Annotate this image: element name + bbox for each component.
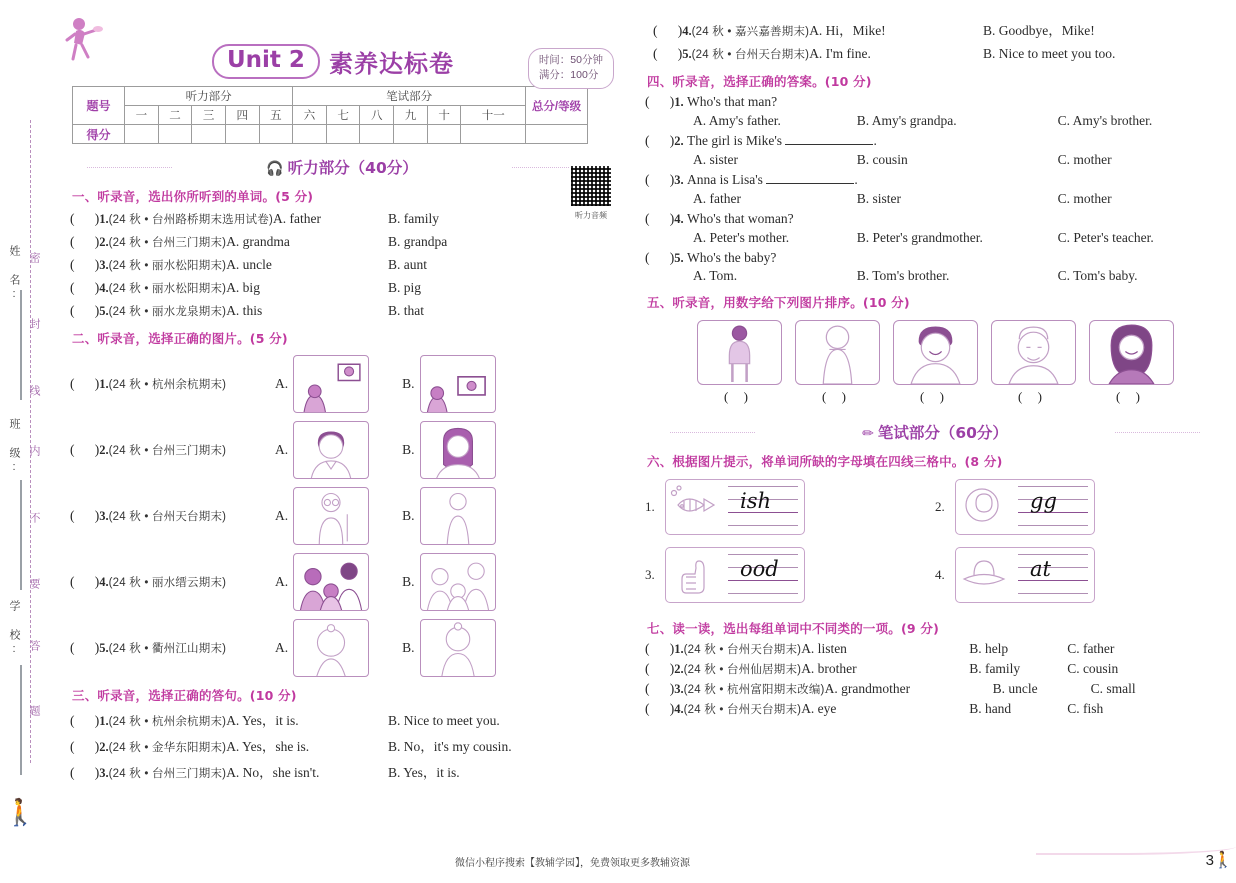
section-3-heading: 三、听录音，选择正确的答句。(10 分) xyxy=(72,688,297,703)
score-group-written: 笔试部分 xyxy=(293,87,526,106)
score-table xyxy=(72,86,588,144)
question-source: (24 秋 • 衢州江山期末) xyxy=(108,643,227,655)
option-b-picture[interactable] xyxy=(402,487,495,545)
score-total-cell[interactable] xyxy=(526,125,588,144)
table-row xyxy=(70,210,622,228)
table-row xyxy=(645,642,1225,657)
four-line-grid xyxy=(728,484,798,530)
option-c[interactable]: C. Peter's teacher. xyxy=(1057,229,1154,245)
score-group-listening: 听力部分 xyxy=(125,87,293,106)
option-c[interactable]: C. mother xyxy=(1057,190,1112,206)
question-source: (24 秋 • 台州路桥期末选用试卷) xyxy=(108,214,273,226)
four-line-card[interactable] xyxy=(955,479,1095,535)
score-cell[interactable] xyxy=(293,125,327,144)
answer-blank[interactable]: ( ) xyxy=(645,249,675,265)
question-stem: Who's the baby? xyxy=(687,249,777,265)
written-banner-label: 笔试部分（60分） xyxy=(877,424,1008,443)
option-a[interactable]: A. sister xyxy=(693,151,738,167)
table-row xyxy=(653,19,1225,40)
man-smiling-icon xyxy=(893,320,978,385)
option-a[interactable]: A. grandmother xyxy=(824,681,911,697)
word-card-item xyxy=(935,479,1225,535)
option-a[interactable]: A. Peter's mother. xyxy=(693,229,790,245)
question-number: 2. xyxy=(99,443,109,457)
listening-banner-label: 听力部分（40分） xyxy=(287,159,418,177)
table-row xyxy=(653,45,1225,63)
seal-segment xyxy=(20,480,22,590)
fill-blank[interactable] xyxy=(785,144,873,145)
fill-blank[interactable] xyxy=(766,183,854,184)
option-a[interactable]: A. Yes，she is. xyxy=(226,739,310,754)
section-5-heading: 五、听录音，用数字给下列图片排序。(10 分) xyxy=(647,295,910,311)
score-cell[interactable] xyxy=(259,125,293,144)
picture-choice-row xyxy=(70,487,622,545)
option-b[interactable]: B. uncle xyxy=(992,681,1038,697)
question-block xyxy=(645,212,1225,246)
grandpa-with-cane-icon xyxy=(293,487,369,545)
score-col-header: 七 xyxy=(326,106,360,125)
answer-blank[interactable]: ( ) xyxy=(70,303,100,318)
seal-sidebar xyxy=(0,0,56,883)
question-stem: Who's that woman? xyxy=(687,210,794,226)
item-number: 4. xyxy=(935,567,945,583)
section-7-list xyxy=(645,642,1225,716)
question-number: 1. xyxy=(99,377,109,391)
section-4-heading: 四、听录音，选择正确的答案。(10 分) xyxy=(647,74,872,89)
question-number: 4. xyxy=(674,701,684,716)
option-b[interactable]: B. Goodbye，Mike! xyxy=(983,23,1095,38)
order-picture-item xyxy=(893,320,978,405)
option-b[interactable]: B. family xyxy=(969,661,1021,677)
question-source: (24 秋 • 丽水松阳期末) xyxy=(108,260,227,272)
order-answer-blank[interactable]: ( ) xyxy=(724,389,754,405)
score-cell[interactable] xyxy=(394,125,428,144)
option-b[interactable]: B. pig xyxy=(388,280,422,295)
answer-blank[interactable]: ( ) xyxy=(645,641,675,657)
order-answer-blank[interactable]: ( ) xyxy=(1116,389,1146,405)
order-picture-item xyxy=(991,320,1076,405)
answer-blank[interactable]: ( ) xyxy=(70,280,100,295)
option-c[interactable]: C. Tom's baby. xyxy=(1057,268,1138,284)
answer-blank[interactable]: ( ) xyxy=(70,640,100,655)
question-source: (24 秋 • 台州天台期末) xyxy=(108,511,227,523)
order-answer-blank[interactable]: ( ) xyxy=(920,389,950,405)
time-score-box xyxy=(528,48,614,89)
option-a[interactable]: A. Yes，it is. xyxy=(226,713,299,728)
four-line-grid xyxy=(728,552,798,598)
score-col-header: 四 xyxy=(225,106,259,125)
word-card-item xyxy=(645,547,935,603)
score-col-header: 二 xyxy=(158,106,192,125)
answer-blank[interactable]: ( ) xyxy=(70,739,100,754)
option-b-picture[interactable] xyxy=(402,355,495,413)
table-row xyxy=(70,256,622,274)
option-a-picture[interactable] xyxy=(275,487,369,545)
section-1-list xyxy=(62,210,622,320)
order-picture-item xyxy=(1089,320,1174,405)
order-answer-blank[interactable]: ( ) xyxy=(822,389,852,405)
question-number: 4. xyxy=(99,575,109,589)
table-row xyxy=(645,662,1225,677)
four-line-card[interactable] xyxy=(665,479,805,535)
table-row xyxy=(70,735,622,756)
option-a[interactable]: A. uncle xyxy=(226,257,272,272)
mascot-runner-icon: 🚶 xyxy=(4,798,37,827)
written-banner xyxy=(645,421,1225,443)
option-a-picture[interactable] xyxy=(275,619,369,677)
order-picture-item xyxy=(697,320,782,405)
printed-letters: gg xyxy=(1030,489,1057,514)
question-number: 2. xyxy=(674,133,684,148)
question-number: 4. xyxy=(99,281,109,295)
answer-blank[interactable]: ( ) xyxy=(645,661,675,677)
score-row-label-number: 题号 xyxy=(73,87,125,125)
score-col-header: 五 xyxy=(259,106,293,125)
grandma-outline-icon xyxy=(795,320,880,385)
section-3-list-part1 xyxy=(62,709,622,782)
section-7-heading: 七、读一读，选出每组单词中不同类的一项。(9 分) xyxy=(647,621,939,637)
answer-blank[interactable]: ( ) xyxy=(645,681,675,697)
question-source: (24 秋 • 台州三门期末) xyxy=(108,445,227,457)
option-c[interactable]: C. fish xyxy=(1067,700,1104,716)
option-b[interactable]: B. family xyxy=(388,211,439,226)
option-letter: B. xyxy=(402,574,415,589)
option-b[interactable]: B. Tom's brother. xyxy=(856,268,950,284)
unit-label: Unit 2 xyxy=(212,44,320,78)
question-number: 5. xyxy=(99,304,109,318)
question-number: 5. xyxy=(682,47,692,61)
score-cell[interactable] xyxy=(326,125,360,144)
option-b[interactable]: B. Nice to meet you too. xyxy=(983,46,1116,61)
printed-letters: at xyxy=(1030,557,1051,582)
item-number: 2. xyxy=(935,499,945,515)
question-number: 3. xyxy=(674,172,684,187)
option-b[interactable]: B. Amy's grandpa. xyxy=(856,112,957,128)
answer-blank[interactable]: ( ) xyxy=(70,257,100,272)
order-answer-blank[interactable]: ( ) xyxy=(1018,389,1048,405)
section-2-list xyxy=(62,355,622,677)
question-source: (24 秋 • 台州三门期末) xyxy=(108,768,227,780)
fish-icon xyxy=(666,481,728,533)
option-b[interactable]: B. Nice to meet you. xyxy=(388,713,500,728)
option-b[interactable]: B. cousin xyxy=(856,151,908,167)
score-col-header: 九 xyxy=(394,106,428,125)
printed-letters: ood xyxy=(740,557,779,582)
score-cell[interactable] xyxy=(125,125,159,144)
question-number: 1. xyxy=(99,212,109,226)
section-2-heading: 二、听录音，选择正确的图片。(5 分) xyxy=(72,331,288,346)
score-cell[interactable] xyxy=(427,125,461,144)
option-b[interactable]: B. hand xyxy=(969,700,1012,716)
question-number: 2. xyxy=(99,740,109,754)
answer-blank[interactable]: ( ) xyxy=(70,376,100,391)
mascot-girl-icon xyxy=(62,14,114,68)
seal-word: 内 xyxy=(28,445,40,457)
family-three-outline-icon xyxy=(420,553,496,611)
exam-duration: 时间：50分钟 xyxy=(538,54,603,66)
option-b[interactable]: B. aunt xyxy=(388,257,427,272)
question-number: 4. xyxy=(674,211,684,226)
option-letter: A. xyxy=(275,442,289,457)
answer-blank[interactable]: ( ) xyxy=(70,713,100,728)
question-source: (24 秋 • 杭州余杭期末) xyxy=(108,716,227,728)
answer-blank[interactable]: ( ) xyxy=(645,210,675,226)
baby-girl-icon xyxy=(293,619,369,677)
option-b[interactable]: B. that xyxy=(388,303,424,318)
option-a-picture[interactable] xyxy=(275,421,369,479)
question-block xyxy=(645,251,1225,285)
option-b[interactable]: B. sister xyxy=(856,190,901,206)
score-col-header: 八 xyxy=(360,106,394,125)
question-number: 5. xyxy=(99,641,109,655)
answer-blank[interactable]: ( ) xyxy=(70,442,100,457)
table-row xyxy=(645,702,1225,717)
question-stem: Who's that man? xyxy=(687,94,778,109)
score-col-header: 十一 xyxy=(461,106,526,125)
option-a-picture[interactable] xyxy=(275,355,369,413)
headphones-icon: 🎧 xyxy=(266,161,284,177)
option-letter: A. xyxy=(275,640,289,655)
option-a-picture[interactable] xyxy=(275,553,369,611)
answer-blank[interactable]: ( ) xyxy=(645,94,675,109)
option-b-picture[interactable] xyxy=(402,421,495,479)
paper-title-cn: 素养达标卷 xyxy=(328,50,454,78)
question-source: (24 秋 • 金华东阳期末) xyxy=(108,742,227,754)
mascot-footer-icon: 🚶 xyxy=(1213,852,1233,869)
woman-standing-icon xyxy=(420,487,496,545)
seal-field-school: 学 校: xyxy=(8,600,20,658)
seal-field-name: 姓 名: xyxy=(8,245,20,303)
table-row xyxy=(645,682,1225,697)
score-total-header: 总分/等级 xyxy=(526,87,588,125)
option-letter: A. xyxy=(275,376,289,391)
option-letter: B. xyxy=(402,376,415,391)
question-number: 4. xyxy=(682,24,692,38)
four-line-grid xyxy=(1018,484,1088,530)
section-3-list-part2 xyxy=(645,19,1225,63)
option-b[interactable]: B. Yes，it is. xyxy=(388,765,460,780)
section-6-heading: 六、根据图片提示，将单词所缺的字母填在四线三格中。(8 分) xyxy=(647,454,1003,470)
left-column xyxy=(62,14,622,782)
option-a[interactable]: A. listen xyxy=(801,641,847,657)
score-col-header: 十 xyxy=(427,106,461,125)
question-source: (24 秋 • 台州三门期末) xyxy=(108,237,227,249)
section-6-grid xyxy=(645,479,1225,615)
option-letter: B. xyxy=(402,640,415,655)
option-c[interactable]: C. small xyxy=(1090,681,1136,697)
paper-title xyxy=(212,44,454,79)
listening-banner xyxy=(62,156,622,178)
option-b-picture[interactable] xyxy=(402,619,495,677)
question-source: (24 秋 • 台州天台期末) xyxy=(691,49,810,61)
question-number: 1. xyxy=(99,714,109,728)
question-source: (24 秋 • 台州天台期末) xyxy=(683,644,802,657)
question-stem: Anna is Lisa's . xyxy=(687,171,858,187)
question-source: (24 秋 • 嘉兴嘉善期末) xyxy=(691,26,810,38)
answer-blank[interactable]: ( ) xyxy=(645,700,675,716)
option-letter: A. xyxy=(275,574,289,589)
family-three-color-icon xyxy=(293,553,369,611)
qr-code-icon[interactable] xyxy=(569,164,613,208)
boy-looking-at-photo-high-icon xyxy=(293,355,369,413)
table-row xyxy=(70,761,622,782)
seal-word: 不 xyxy=(28,512,40,524)
score-col-header: 六 xyxy=(293,106,327,125)
question-source: (24 秋 • 杭州富阳期末改编) xyxy=(683,684,825,697)
question-source: (24 秋 • 杭州余杭期末) xyxy=(108,379,227,391)
score-cell[interactable] xyxy=(360,125,394,144)
seal-word: 题 xyxy=(28,705,40,717)
score-cell[interactable] xyxy=(461,125,526,144)
option-b[interactable]: B. No，it's my cousin. xyxy=(388,739,512,754)
woman-long-hair-icon xyxy=(420,421,496,479)
picture-choice-row xyxy=(70,619,622,677)
answer-blank[interactable]: ( ) xyxy=(653,46,683,61)
section-4-list xyxy=(645,95,1225,284)
answer-blank[interactable]: ( ) xyxy=(645,132,675,148)
option-b[interactable]: B. help xyxy=(969,641,1009,657)
item-number: 3. xyxy=(645,567,655,583)
answer-blank[interactable]: ( ) xyxy=(70,508,100,523)
option-a[interactable]: A. No，she isn't. xyxy=(226,765,320,780)
option-a[interactable]: A. Hi，Mike! xyxy=(809,23,886,38)
option-a[interactable]: A. father xyxy=(693,190,741,206)
page-number: 3 xyxy=(1205,852,1214,869)
hat-icon xyxy=(956,549,1018,601)
score-row-label-points: 得分 xyxy=(73,125,125,144)
seal-segment xyxy=(20,290,22,400)
question-stem: The girl is Mike's . xyxy=(687,132,877,148)
question-number: 2. xyxy=(674,662,684,677)
qr-caption: 听力音频 xyxy=(575,211,607,220)
question-number: 3. xyxy=(99,509,109,523)
option-c[interactable]: C. father xyxy=(1067,641,1115,657)
seal-word: 封 xyxy=(28,318,40,330)
answer-blank[interactable]: ( ) xyxy=(70,765,100,780)
boy-standing-icon xyxy=(697,320,782,385)
question-number: 1. xyxy=(674,95,684,109)
option-letter: B. xyxy=(402,508,415,523)
question-source: (24 秋 • 丽水松阳期末) xyxy=(108,283,227,295)
word-card-item xyxy=(645,479,935,535)
picture-choice-row xyxy=(70,553,622,611)
score-col-header: 三 xyxy=(192,106,226,125)
four-line-card[interactable] xyxy=(665,547,805,603)
seal-field-class: 班 级: xyxy=(8,418,20,476)
table-row xyxy=(70,709,622,730)
seal-word: 线 xyxy=(28,385,40,397)
option-a[interactable]: A. this xyxy=(226,303,263,318)
question-block xyxy=(645,95,1225,129)
audio-qr-block[interactable] xyxy=(566,164,616,221)
option-a[interactable]: A. I'm fine. xyxy=(809,46,871,61)
seal-segment xyxy=(20,665,22,775)
option-a[interactable]: A. grandma xyxy=(226,234,290,249)
picture-choice-row xyxy=(70,421,622,479)
woman-curly-hair-icon xyxy=(1089,320,1174,385)
table-row xyxy=(70,279,622,297)
section-5-picture-row xyxy=(645,320,1225,405)
option-b[interactable]: B. Peter's grandmother. xyxy=(856,229,983,245)
boy-looking-at-photo-low-icon xyxy=(420,355,496,413)
section-1-heading: 一、听录音，选出你所听到的单词。(5 分) xyxy=(72,189,314,204)
answer-blank[interactable]: ( ) xyxy=(70,211,100,226)
question-block xyxy=(645,173,1225,207)
option-c[interactable]: C. cousin xyxy=(1067,661,1119,677)
paper-header xyxy=(62,14,622,82)
question-source: (24 秋 • 丽水缙云期末) xyxy=(108,577,227,589)
seal-word: 答 xyxy=(28,640,40,652)
thumbs-up-icon xyxy=(666,549,728,601)
word-card-item xyxy=(935,547,1225,603)
question-number: 5. xyxy=(674,250,684,265)
option-a[interactable]: A. father xyxy=(273,211,321,226)
seal-word: 密 xyxy=(28,252,40,264)
exam-full-marks: 满分：100分 xyxy=(538,69,599,82)
right-column xyxy=(645,14,1225,717)
option-letter: B. xyxy=(402,442,415,457)
question-number: 3. xyxy=(674,682,684,697)
option-a[interactable]: A. Tom. xyxy=(693,268,738,284)
score-cell[interactable] xyxy=(192,125,226,144)
answer-blank[interactable]: ( ) xyxy=(645,171,675,187)
item-number: 1. xyxy=(645,499,655,515)
answer-blank[interactable]: ( ) xyxy=(653,23,683,38)
seal-dashed-line xyxy=(30,120,31,763)
question-source: (24 秋 • 台州仙居期末) xyxy=(683,664,802,677)
order-picture-item xyxy=(795,320,880,405)
grandpa-face-icon xyxy=(991,320,1076,385)
table-row xyxy=(70,233,622,251)
option-a[interactable]: A. big xyxy=(226,280,260,295)
answer-blank[interactable]: ( ) xyxy=(70,234,100,249)
option-a[interactable]: A. eye xyxy=(801,700,837,716)
four-line-card[interactable] xyxy=(955,547,1095,603)
baby-sitting-icon xyxy=(420,619,496,677)
pencil-icon: ✏ xyxy=(862,426,874,443)
option-c[interactable]: C. mother xyxy=(1057,151,1112,167)
egg-icon xyxy=(956,481,1018,533)
option-a[interactable]: A. Amy's father. xyxy=(693,112,781,128)
footer-note: 微信小程序搜索【教辅学园】，免费领取更多教辅资源 xyxy=(455,858,690,869)
score-col-header: 一 xyxy=(125,106,159,125)
question-number: 1. xyxy=(674,642,684,657)
man-short-hair-icon xyxy=(293,421,369,479)
question-number: 2. xyxy=(99,235,109,249)
table-row xyxy=(70,302,622,320)
option-b[interactable]: B. grandpa xyxy=(388,234,448,249)
question-source: (24 秋 • 台州天台期末) xyxy=(683,703,802,716)
question-number: 3. xyxy=(99,258,109,272)
seal-word: 要 xyxy=(28,578,40,590)
option-b-picture[interactable] xyxy=(402,553,495,611)
option-c[interactable]: C. Amy's brother. xyxy=(1057,112,1153,128)
score-cell[interactable] xyxy=(158,125,192,144)
score-cell[interactable] xyxy=(225,125,259,144)
option-a[interactable]: A. brother xyxy=(801,661,857,677)
printed-letters: ish xyxy=(740,489,772,514)
question-number: 3. xyxy=(99,766,109,780)
question-source: (24 秋 • 丽水龙泉期末) xyxy=(108,306,227,318)
question-block xyxy=(645,134,1225,168)
answer-blank[interactable]: ( ) xyxy=(70,574,100,589)
four-line-grid xyxy=(1018,552,1088,598)
picture-choice-row xyxy=(70,355,622,413)
option-letter: A. xyxy=(275,508,289,523)
